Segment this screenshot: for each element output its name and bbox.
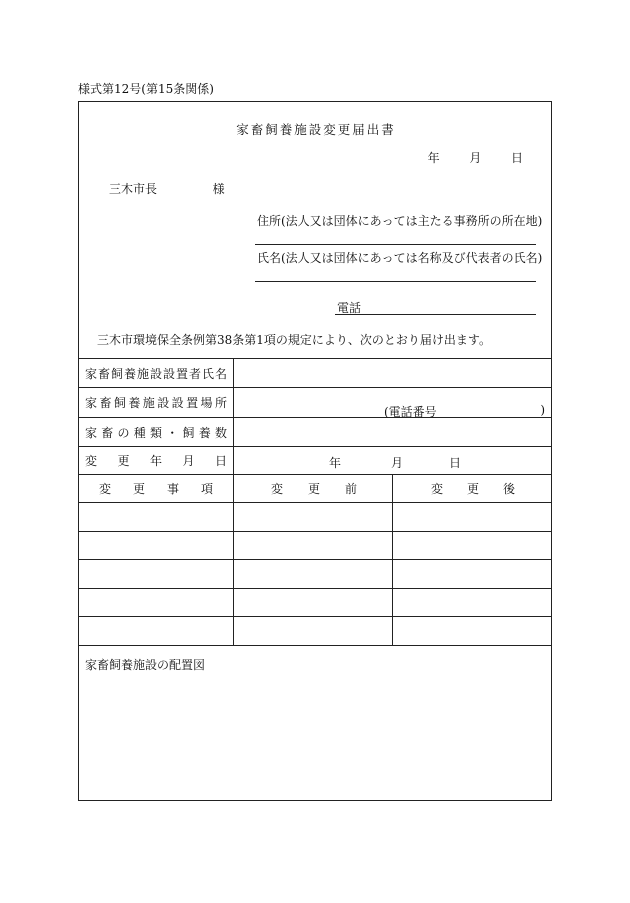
change-item-cell[interactable] — [79, 560, 233, 588]
change-before-cell[interactable] — [234, 589, 392, 616]
change-date-label: 変更年月日 — [85, 454, 227, 468]
date-day-label: 日 — [510, 151, 523, 165]
location-row — [79, 388, 551, 418]
address-label: 住所(法人又は団体にあっては主たる事務所の所在地) — [257, 214, 543, 228]
location-field[interactable] — [234, 388, 551, 417]
addressee-honorific: 様 — [212, 182, 225, 196]
date-month-label: 月 — [469, 151, 482, 165]
change-row — [79, 617, 551, 646]
change-date-year: 年 — [329, 456, 342, 470]
change-row — [79, 503, 551, 532]
change-after-cell[interactable] — [393, 560, 551, 588]
livestock-row — [79, 418, 551, 447]
livestock-label: 家畜の種類・飼養数 — [85, 425, 227, 440]
form-title: 家畜飼養施設変更届出書 — [236, 122, 396, 137]
details-table — [79, 358, 551, 796]
change-row — [79, 589, 551, 617]
installer-name-field[interactable] — [234, 359, 551, 387]
change-before-cell[interactable] — [234, 532, 392, 559]
location-label: 家畜飼養施設設置場所 — [85, 396, 227, 410]
layout-diagram-label: 家畜飼養施設の配置図 — [85, 658, 206, 672]
livestock-field[interactable] — [234, 418, 551, 446]
notification-form — [78, 101, 552, 801]
change-date-day: 日 — [449, 456, 462, 470]
change-date-field[interactable] — [234, 447, 551, 474]
installer-name-label: 家畜飼養施設設置者氏名 — [85, 366, 227, 381]
layout-diagram-area[interactable] — [79, 646, 551, 796]
addressee — [109, 180, 225, 197]
change-item-cell[interactable] — [79, 617, 233, 645]
change-item-cell[interactable] — [79, 503, 233, 531]
change-date-row — [79, 447, 551, 475]
change-item-cell[interactable] — [79, 589, 233, 616]
date-field[interactable] — [428, 149, 523, 166]
addressee-name: 三木市長 — [109, 182, 158, 196]
change-item-cell[interactable] — [79, 532, 233, 559]
declaration-text: 三木市環境保全条例第38条第1項の規定により、次のとおり届け出ます。 — [97, 333, 491, 347]
phone-field-line[interactable] — [335, 314, 536, 315]
phone-label: 電話 — [337, 301, 362, 315]
form-number: 様式第12号(第15条関係) — [78, 82, 214, 96]
change-before-cell[interactable] — [234, 560, 392, 588]
change-before-cell[interactable] — [234, 617, 392, 645]
change-after-cell[interactable] — [393, 532, 551, 559]
changes-header-row — [79, 475, 551, 503]
change-date-month: 月 — [391, 456, 404, 470]
change-after-cell[interactable] — [393, 589, 551, 616]
change-after-cell[interactable] — [393, 503, 551, 531]
installer-name-row — [79, 359, 551, 388]
location-phone-close: ) — [540, 403, 545, 417]
change-after-cell[interactable] — [393, 617, 551, 645]
address-field-line[interactable] — [255, 244, 536, 245]
column-change-item: 変更事項 — [99, 482, 213, 496]
column-before: 変更前 — [271, 482, 357, 496]
location-phone-open: (電話番号 — [384, 405, 437, 419]
name-label: 氏名(法人又は団体にあっては名称及び代表者の氏名) — [257, 251, 543, 265]
change-before-cell[interactable] — [234, 503, 392, 531]
column-after: 変更後 — [431, 482, 515, 496]
change-row — [79, 560, 551, 589]
date-year-label: 年 — [427, 151, 440, 165]
name-field-line[interactable] — [255, 281, 536, 282]
change-row — [79, 532, 551, 560]
